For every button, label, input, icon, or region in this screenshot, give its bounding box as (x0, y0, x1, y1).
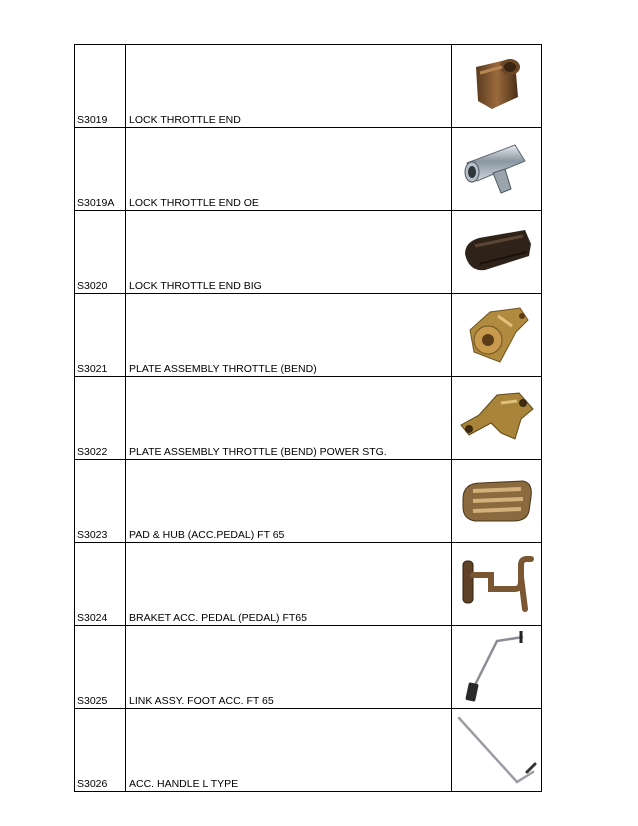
bent-plate-part-image (457, 389, 537, 447)
link-rod-part-image (457, 629, 537, 705)
part-code: S3025 (75, 626, 126, 709)
part-description: LOCK THROTTLE END BIG (126, 211, 452, 294)
table-row (75, 211, 542, 294)
bronze-sleeve-part-image (462, 53, 532, 119)
table-row (75, 709, 542, 792)
part-description: ACC. HANDLE L TYPE (126, 709, 452, 792)
pedal-bracket-part-image (457, 553, 537, 615)
l-handle-part-image (455, 712, 539, 788)
part-image-cell (452, 45, 542, 128)
table-row (75, 128, 542, 211)
part-description: BRAKET ACC. PEDAL (PEDAL) FT65 (126, 543, 452, 626)
part-description: PLATE ASSEMBLY THROTTLE (BEND) (126, 294, 452, 377)
part-code: S3022 (75, 377, 126, 460)
part-image-cell (452, 128, 542, 211)
part-code: S3020 (75, 211, 126, 294)
table-row (75, 460, 542, 543)
part-code: S3023 (75, 460, 126, 543)
part-image-cell (452, 211, 542, 294)
part-description: LOCK THROTTLE END OE (126, 128, 452, 211)
part-code: S3026 (75, 709, 126, 792)
part-image-cell (452, 626, 542, 709)
part-image-cell (452, 377, 542, 460)
parts-table (74, 44, 542, 792)
ribbed-pad-part-image (457, 473, 537, 529)
part-image-cell (452, 543, 542, 626)
table-row (75, 543, 542, 626)
table-row (75, 377, 542, 460)
table-row (75, 45, 542, 128)
part-code: S3021 (75, 294, 126, 377)
part-image-cell (452, 709, 542, 792)
brass-plate-part-image (460, 302, 534, 368)
table-row (75, 294, 542, 377)
dark-clip-part-image (459, 226, 535, 278)
part-code: S3024 (75, 543, 126, 626)
part-description: PAD & HUB (ACC.PEDAL) FT 65 (126, 460, 452, 543)
part-code: S3019A (75, 128, 126, 211)
part-description: LOCK THROTTLE END (126, 45, 452, 128)
part-code: S3019 (75, 45, 126, 128)
part-description: PLATE ASSEMBLY THROTTLE (BEND) POWER STG. (126, 377, 452, 460)
part-image-cell (452, 460, 542, 543)
table-row (75, 626, 542, 709)
part-image-cell (452, 294, 542, 377)
part-description: LINK ASSY. FOOT ACC. FT 65 (126, 626, 452, 709)
zinc-sleeve-part-image (459, 137, 535, 201)
